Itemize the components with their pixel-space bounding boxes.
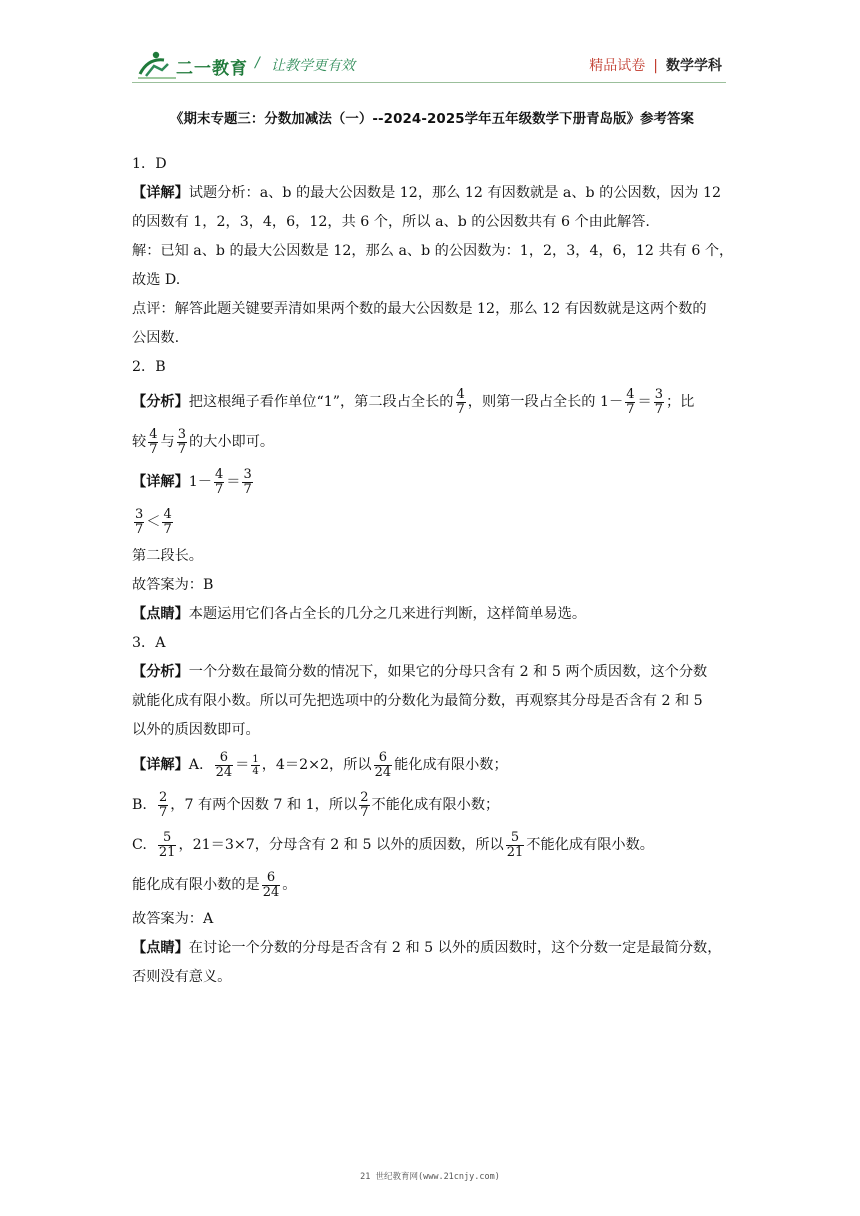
fraction (625, 388, 635, 417)
fraction (177, 428, 187, 457)
fraction (215, 751, 234, 780)
q2-number: 2．B (132, 359, 166, 375)
q1-number: 1．D (132, 156, 167, 172)
denominator: 7 (149, 441, 158, 457)
numerator: 3 (243, 466, 252, 482)
q2-analysis-tag: 【分析】 (132, 394, 189, 410)
page-footer: 21 世纪教育网(www.21cnjy.com) (360, 1172, 500, 1182)
header-separator: | (653, 58, 658, 74)
q2-detail-text: 1－ (188, 474, 212, 490)
numerator: 4 (149, 426, 158, 442)
q2-analysis-text: 与 (160, 434, 175, 450)
q3-analysis-text: 一个分数在最简分数的情况下，如果它的分母只含有 2 和 5 两个质因数，这个分数 (188, 664, 708, 680)
denominator: 21 (506, 844, 524, 860)
q3-detail-a (132, 745, 732, 785)
q3-detail-text: 不能化成有限小数； (371, 797, 500, 813)
numerator: 4 (626, 386, 635, 402)
numerator: 4 (163, 506, 172, 522)
option-label: C. (132, 837, 147, 853)
document-title: 《期末专题三：分数加减法（一）--2024-2025学年五年级数学下册青岛版》参考答案 (169, 112, 694, 127)
numerator: 5 (163, 829, 172, 845)
q2-point-text: 本题运用它们各占全长的几分之几来进行判断，这样简单易选。 (188, 606, 587, 622)
equals: ＝ (235, 757, 250, 773)
answer-content (132, 150, 732, 992)
header-right (589, 55, 722, 75)
q3-answer: 故答案为：A (132, 911, 214, 927)
equals: ＝ (226, 474, 241, 490)
denominator: 24 (374, 764, 392, 780)
q2-analysis-text: 较 (132, 434, 147, 450)
fraction (506, 831, 525, 860)
fraction (158, 791, 168, 820)
q1-solution-line-2: 故选 D. (132, 272, 181, 288)
denominator: 7 (163, 521, 172, 537)
fraction (134, 508, 144, 537)
q2-analysis-line (132, 382, 732, 422)
q2-detail-tag: 【详解】 (132, 474, 189, 490)
q3-detail-text: ，7 有两个因数 7 和 1，所以 (170, 797, 358, 813)
q3-point-line (132, 934, 732, 963)
denominator: 7 (135, 521, 144, 537)
numerator: 5 (510, 829, 520, 845)
brand-slogan: 让教学更有效 (271, 58, 355, 74)
q3-number: 3．A (132, 635, 166, 651)
q2-analysis-text: 把这根绳子看作单位“1”，第二段占全长的 (188, 394, 454, 410)
subject-label: 数学学科 (666, 58, 722, 74)
q3-detail-text: ，4＝2×2，所以 (261, 757, 372, 773)
q2-detail-line (132, 462, 732, 502)
numerator: 2 (360, 789, 369, 805)
fraction (456, 388, 466, 417)
q1-detail-line (132, 179, 732, 208)
q3-result-text: 能化成有限小数的是 (132, 877, 260, 893)
q3-detail-text: 不能化成有限小数。 (526, 837, 654, 853)
q2-answer: 故答案为：B (132, 577, 214, 593)
denominator: 24 (215, 764, 233, 780)
denominator: 4 (252, 765, 259, 777)
q3-analysis-tag: 【分析】 (132, 664, 189, 680)
q3-result-line (132, 865, 732, 905)
page-header (0, 0, 860, 100)
numerator: 4 (214, 466, 224, 482)
fraction (251, 754, 259, 777)
fraction (158, 831, 177, 860)
denominator: 24 (262, 884, 280, 900)
denominator: 7 (360, 804, 369, 820)
q3-point-tag: 【点睛】 (132, 940, 189, 956)
q2-analysis-text: ，则第一段占全长的 1－ (467, 394, 624, 410)
denominator: 7 (654, 401, 663, 417)
option-label: B. (132, 797, 147, 813)
q1-detail-tag: 【详解】 (132, 185, 189, 201)
q2-analysis-line-2 (132, 422, 732, 462)
numerator: 3 (654, 386, 663, 402)
denominator: 7 (243, 481, 252, 497)
fraction (374, 751, 393, 780)
fraction (242, 468, 252, 497)
q2-analysis-text: ；比 (665, 394, 695, 410)
q2-result: 第二段长。 (132, 548, 203, 564)
fraction (359, 791, 369, 820)
q2-analysis-text: 的大小即可。 (188, 434, 275, 450)
premium-tag: 精品试卷 (589, 58, 646, 74)
denominator: 7 (158, 804, 168, 820)
q3-analysis-line-2: 就能化成有限小数。所以可先把选项中的分数化为最简分数，再观察其分母是否含有 2 和 5 (132, 693, 703, 709)
q1-comment-line: 点评：解答此题关键要弄清如果两个数的最大公因数是 12，那么 12 有因数就是这两个数的 (132, 301, 707, 317)
less-than: ＜ (146, 514, 161, 530)
numerator: 3 (177, 426, 186, 442)
q3-detail-b (132, 785, 732, 825)
numerator: 1 (252, 753, 259, 765)
q3-detail-c (132, 825, 732, 865)
q3-point-text: 在讨论一个分数的分母是否含有 2 和 5 以外的质因数时，这个分数一定是最简分数， (188, 940, 722, 956)
numerator: 6 (378, 749, 387, 765)
q1-detail-text: 试题分析：a、b 的最大公因数是 12，那么 12 有因数就是 a、b 的公因数，因为 12 (188, 185, 722, 201)
q2-point-tag: 【点睛】 (132, 606, 189, 622)
numerator: 4 (456, 386, 465, 402)
option-label: A. (188, 757, 204, 773)
fraction (262, 871, 281, 900)
denominator: 7 (626, 401, 635, 417)
numerator: 6 (266, 869, 276, 885)
q1-solution-line: 解：已知 a、b 的最大公因数是 12，那么 a、b 的公因数为：1，2，3，4，6，12 共有 6 个， (132, 243, 734, 259)
header-divider (132, 82, 726, 83)
q3-detail-text: 能化成有限小数； (394, 757, 508, 773)
q3-detail-text: ，21＝3×7，分母含有 2 和 5 以外的质因数，所以 (178, 837, 504, 853)
q1-detail-line-2: 的因数有 1，2，3，4，6，12，共 6 个，所以 a、b 的公因数共有 6 个由此解答. (132, 214, 650, 230)
header-slash: / (255, 55, 260, 71)
fraction (214, 468, 224, 497)
fraction (148, 428, 158, 457)
q3-analysis-line-3: 以外的质因数即可。 (132, 722, 260, 738)
fraction (654, 388, 664, 417)
q1-comment-line-2: 公因数. (132, 330, 180, 346)
q3-detail-tag: 【详解】 (132, 757, 189, 773)
numerator: 3 (135, 506, 144, 522)
q2-point-line (132, 600, 732, 629)
denominator: 7 (214, 481, 224, 497)
q2-compare-line (132, 502, 732, 542)
denominator: 7 (177, 441, 186, 457)
numerator: 2 (158, 789, 168, 805)
denominator: 7 (456, 401, 465, 417)
numerator: 6 (219, 749, 228, 765)
q3-result-text: 。 (282, 877, 297, 893)
q3-point-line-2: 否则没有意义。 (132, 969, 232, 985)
fraction (162, 508, 172, 537)
denominator: 21 (158, 844, 176, 860)
equals: ＝ (637, 394, 652, 410)
brand-name: 二一教育 (176, 59, 248, 79)
q3-analysis-line (132, 658, 732, 687)
